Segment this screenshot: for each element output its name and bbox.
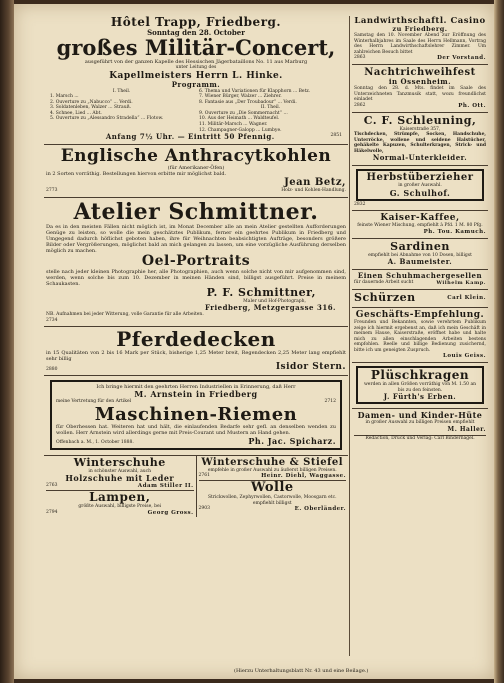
program-item: 6. Thema und Variationen für Klapphorn ... Betz. [199, 88, 311, 94]
schleuning-normal: Normal-Unterkleider. [372, 153, 468, 162]
pluesch-body: werden in allen Größen vorräthig von M. 1.50 an bis zu den feinsten. [363, 382, 477, 393]
winter-boots-ad [197, 456, 349, 517]
casino-ad-number: 2863 [354, 55, 366, 60]
winter-shoes-ad [44, 456, 197, 517]
atelier-address: Friedberg, Metzgergasse 316. [204, 303, 336, 313]
program-item: 2. Ouverture zu „Nabucco“ ... Verdi. [50, 99, 133, 105]
casino-signature: Der Vorstand. [437, 55, 486, 61]
blankets-seller: Isidor Stern. [275, 362, 346, 373]
wool-ad-number: 2903 [198, 506, 210, 512]
kirchweih-signature: Ph. Ott. [458, 102, 486, 109]
blankets-ad-number: 2880 [46, 366, 58, 372]
publisher-line: Redaction, Druck und Verlag: Carl Bindernagel. [354, 435, 486, 442]
belts-rep: meine Vertretung für den Artikel [56, 399, 132, 405]
lamps-body: größte Auswahl, billigste Preise, bei [78, 504, 162, 510]
program-item: 3. Soldatenleben, Walzer ... Strauß. [50, 105, 132, 111]
book-binding [0, 0, 14, 683]
schleuning-ad [352, 113, 488, 167]
program-item: 10. Aus der Heimath ... Waldteufel. [199, 116, 280, 122]
winter-boots-body: empfehle in großer Auswahl zu äußerst billigen Preisen. [207, 467, 337, 473]
belts-ad [44, 376, 348, 456]
program-item: 8. Fantasie aus „Der Troubadour“ ... Verdi. [199, 99, 297, 105]
program-item: 5. Ouverture zu „Alessandro Stradella“ ... Flotow. [50, 116, 164, 122]
wooden-shoes-title: Holzschuhe mit Leder [65, 473, 175, 484]
atelier-body: Da es in den meisten Fällen nicht möglich ist, im Monat December alle an mein Atelier gestellten Aufforderungen Genüge zu leisten, so wolle die mein geschätztes Publikum, ferner ein geehrtes Publikum in Friedberg und Umgegend dadurch höflichst geboten haben, ihre für Weihnachten beabsichtigten Aufträge, besonders größere Bilder oder Vergrößerungen, möglichst bald an mich gelangen zu lassen, um eine vorzügliche Ausführung derselben möglich zu machen. [46, 223, 346, 254]
herbst-ad-number: 2832 [354, 201, 366, 207]
program-item: 4. Schnee, Lied ... Abt. [50, 110, 102, 116]
winter-shoes-seller: Adam Stiller II. [137, 483, 194, 490]
wool-title: Wolle [250, 480, 294, 496]
kirchweih-ad-number: 2862 [354, 102, 366, 108]
part-two-label: II. Theil. [260, 105, 281, 111]
atelier-ad-number: 2734 [46, 317, 58, 323]
herbst-seller: G. Schulhof. [389, 187, 451, 198]
kaffee-ad [352, 211, 488, 239]
herbst-box [356, 169, 484, 201]
hute-body: in großer Auswahl zu billigen Preisen empfiehlt [365, 420, 475, 425]
geschaefts-title: Geschäfts-Empfehlung. [355, 310, 485, 320]
hute-title: Damen- und Kinder-Hüte [357, 410, 483, 420]
supplement-note: (Hierzu Unterhaltungsblatt Nr. 43 und eine Beilage.) [234, 668, 369, 674]
shoemaker-body: für dauernde Arbeit sucht [354, 280, 414, 285]
kirchweih-ad [352, 65, 488, 113]
winter-boots-title: Winterschuhe & Stiefel [201, 456, 344, 468]
pluesch-seller: J. Fürth's Erben. [383, 392, 457, 401]
kirchweih-subtitle: in Ossenheim. [388, 77, 452, 86]
belts-title: Maschinen-Riemen [94, 403, 298, 425]
column-divider [349, 16, 350, 656]
winter-boots-seller: Heinr. Diehl, Waggasse. [261, 473, 346, 480]
belts-agent: M. Arnstein in Friedberg [134, 389, 258, 400]
program-item: 7. Wiener Bürger, Walzer ... Ziehrer. [199, 94, 282, 100]
schurzen-title: Schürzen [354, 291, 416, 304]
blankets-body: in 15 Qualitäten von 2 bis 16 Mark per Stück, bisherige 1,25 Meter breit, Regendecken 2,25 Meter lang empfiehlt sehr billig [46, 350, 346, 363]
program-item: 1. Marsch ... [50, 94, 79, 100]
sardinen-seller: A. Baumeister. [387, 257, 453, 266]
schurzen-seller: Carl Klein. [447, 295, 486, 301]
atelier-owner: P. F. Schmittner, [206, 285, 316, 299]
schleuning-body: Tischdecken, Strümpfe, Socken, Handschuhe, Unterröcke, wollene und seidene Halstücher, gehäkelte Kapuzen, Schulterkragen, Strick- und Häkelwolle, [354, 132, 486, 154]
casino-subtitle: zu Friedberg. [392, 25, 448, 33]
program-list [46, 89, 346, 134]
lamps-title: Lampen, [89, 490, 151, 505]
program-right [199, 89, 342, 134]
concert-date: Sonntag den 28. October [147, 28, 245, 37]
coal-title: Englische Anthracytkohlen [60, 146, 332, 167]
belts-place: Offenbach a. M., 1. October 1888. [56, 440, 134, 446]
pluesch-box [356, 366, 484, 404]
pluesch-ad [352, 363, 488, 409]
casino-title: Landwirthschaftl. Casino [354, 16, 486, 26]
page-edge [494, 0, 504, 683]
sardinen-ad [352, 239, 488, 271]
coal-seller-sub: Holz- und Kohlen-Handlung. [281, 188, 346, 194]
atelier-title: Atelier Schmittner. [73, 198, 319, 225]
oil-portraits-title: Oel-Portraits [141, 252, 251, 269]
wool-seller: E. Oberländer. [294, 506, 346, 513]
part-one-label: I. Theil. [112, 88, 131, 94]
blankets-ad [44, 327, 348, 376]
coal-subtitle: (für Amerikaner-Öfen) [167, 165, 225, 172]
concert-leader: Kapellmeisters Herrn L. Hinke. [109, 70, 283, 81]
winter-boots-ad-number: 2761 [198, 473, 210, 479]
concert-venue: Hôtel Trapp, Friedberg. [110, 15, 282, 29]
winter-shoes-title: Winterschuhe [73, 455, 166, 469]
program-item: 9. Ouverture zu „Die Sommernacht“ ... [199, 110, 288, 116]
schurzen-ad [352, 290, 488, 308]
program-left [50, 89, 193, 134]
shoemaker-title: Einen Schuhmachergesellen [357, 271, 483, 280]
lamps-ad-number: 2794 [46, 509, 58, 515]
newspaper-page [14, 4, 494, 679]
coal-body: in 2 Sorten vorräthig. Bestellungen hiervon erbitte mir möglichst bald. [46, 171, 227, 178]
left-column [44, 14, 348, 674]
belts-box [50, 380, 342, 450]
atelier-ad [44, 198, 348, 328]
belts-body: für Oberhessen hat. Weiteren hat und hält, die einlaufenden Bedarfe sehr gefl. an denselben wenden zu wollen. Herr Arnstein wird allerdings gerne mit Preis-Courant und Mustern an Hand gehen. [56, 423, 336, 436]
coal-ad-number: 2773 [46, 188, 58, 194]
right-column [352, 14, 488, 674]
winter-ad-number: 2763 [46, 483, 58, 489]
casino-body: Samstag den 10. November Abend zur Eröffnung des Winterhalbjahres im Saale des Herrn Hellmann, Vortrag des Herrn Landwirthschaftslehrer Zimmer. Um zahlreichen Besuch bittet [354, 33, 486, 55]
geschaefts-body: Freunden und Bekannten, sowie verehrtem Publikum zeige ich hiermit ergebenst an, daß ich mein Geschäft in meinem Hause, Kaiserstraße, eröffnet habe und halte mich zu allen einschlagenden Arbeiten bestens empfohlen. Reelle und billige Bedienung zusichernd, bitte ich um geneigten Zuspruch. [354, 320, 486, 353]
oil-portraits-body: stelle nach jeder kleinen Photographie her, alle Photographien, auch wenn solche nicht von mir aufgenommen sind, werden, wenn solche bis zum 10. Dezember in meinen Händen sind, billigst ausgeführt. Preise in meinem Schaukasten. [46, 268, 346, 287]
geschaefts-ad [352, 308, 488, 363]
blankets-title: Pferdedecken [116, 327, 276, 352]
sardinen-title: Sardinen [390, 239, 450, 253]
program-title: Programm. [171, 79, 221, 89]
belts-firm: Ph. Jac. Spicharz. [248, 435, 336, 446]
coal-ad [44, 145, 348, 198]
atelier-owner-title: Maler und Hof-Photograph, [243, 298, 306, 304]
schleuning-title: C. F. Schleuning, [363, 113, 477, 127]
winter-shoes-sub: in schönster Auswahl, auch [88, 468, 152, 474]
bottom-ads [44, 456, 348, 517]
belts-notice: Ich bringe hiermit den geehrten Herren Industriellen in Erinnerung, daß Herr [96, 384, 296, 391]
herbst-subtitle: in großer Auswahl. [398, 183, 442, 188]
pluesch-title: Plüschkragen [370, 368, 470, 382]
concert-leader-pre: unter Leitung des [175, 65, 217, 70]
sardinen-body: empfiehlt bei Abnahme von 10 Dosen, billigst [368, 252, 472, 258]
herbst-title: Herbstüberzieher [366, 172, 474, 183]
herbst-ad [352, 166, 488, 211]
casino-ad [352, 14, 488, 65]
concert-start: Anfang 7½ Uhr. — Eintritt 50 Pfennig. [105, 132, 275, 142]
lamps-seller: Georg Gross. [147, 509, 194, 516]
hute-seller: M. Haller. [447, 425, 486, 433]
kaffee-body: feinste Wiener Mischung, empfiehlt à Pfd. 1 M. 80 Pfg. [357, 223, 483, 228]
shoemaker-ad [352, 270, 488, 290]
belts-ad-number: 2712 [324, 399, 336, 405]
kirchweih-title: Nachtrichweihfest [364, 67, 476, 78]
schleuning-address: Kaiserstraße 357, [399, 126, 441, 132]
atelier-note: NB. Aufnahmen bei jeder Witterung, volle Garantie für alle Arbeiten. [46, 312, 204, 318]
hute-ad [352, 409, 488, 444]
program-item: 12. Champagner-Galopp ... Lumbye. [199, 127, 282, 133]
geschaefts-seller: Louis Geiss. [442, 353, 486, 359]
coal-seller: Jean Betz, [284, 177, 346, 189]
concert-ad-number: 2851 [330, 133, 342, 139]
concert-performer: ausgeführt von der ganzen Kapelle des Hessischen Jägerbataillons No. 11 aus Marburg [84, 59, 308, 65]
program-item: 11. Militär-Marsch ... Wagner. [199, 122, 268, 128]
kirchweih-body: Sonntag den 28. d. Mts. findet im Saale des Unterzeichneten Tanzmusik statt, wozu freundlichst einladet [354, 86, 486, 102]
shoemaker-seller: Wilhelm Kamp. [436, 280, 486, 286]
concert-headline: großes Militär-Concert, [56, 35, 336, 60]
kaffee-title: Kaiser-Kaffee, [380, 213, 460, 223]
concert-ad [44, 14, 348, 145]
kaffee-seller: Ph. Tou. Kamuch. [423, 228, 486, 235]
wool-body: Strickwollen, Zephyrwollen, Castorwolle, Moosgarn etc. empfiehlt billigst [207, 495, 337, 506]
